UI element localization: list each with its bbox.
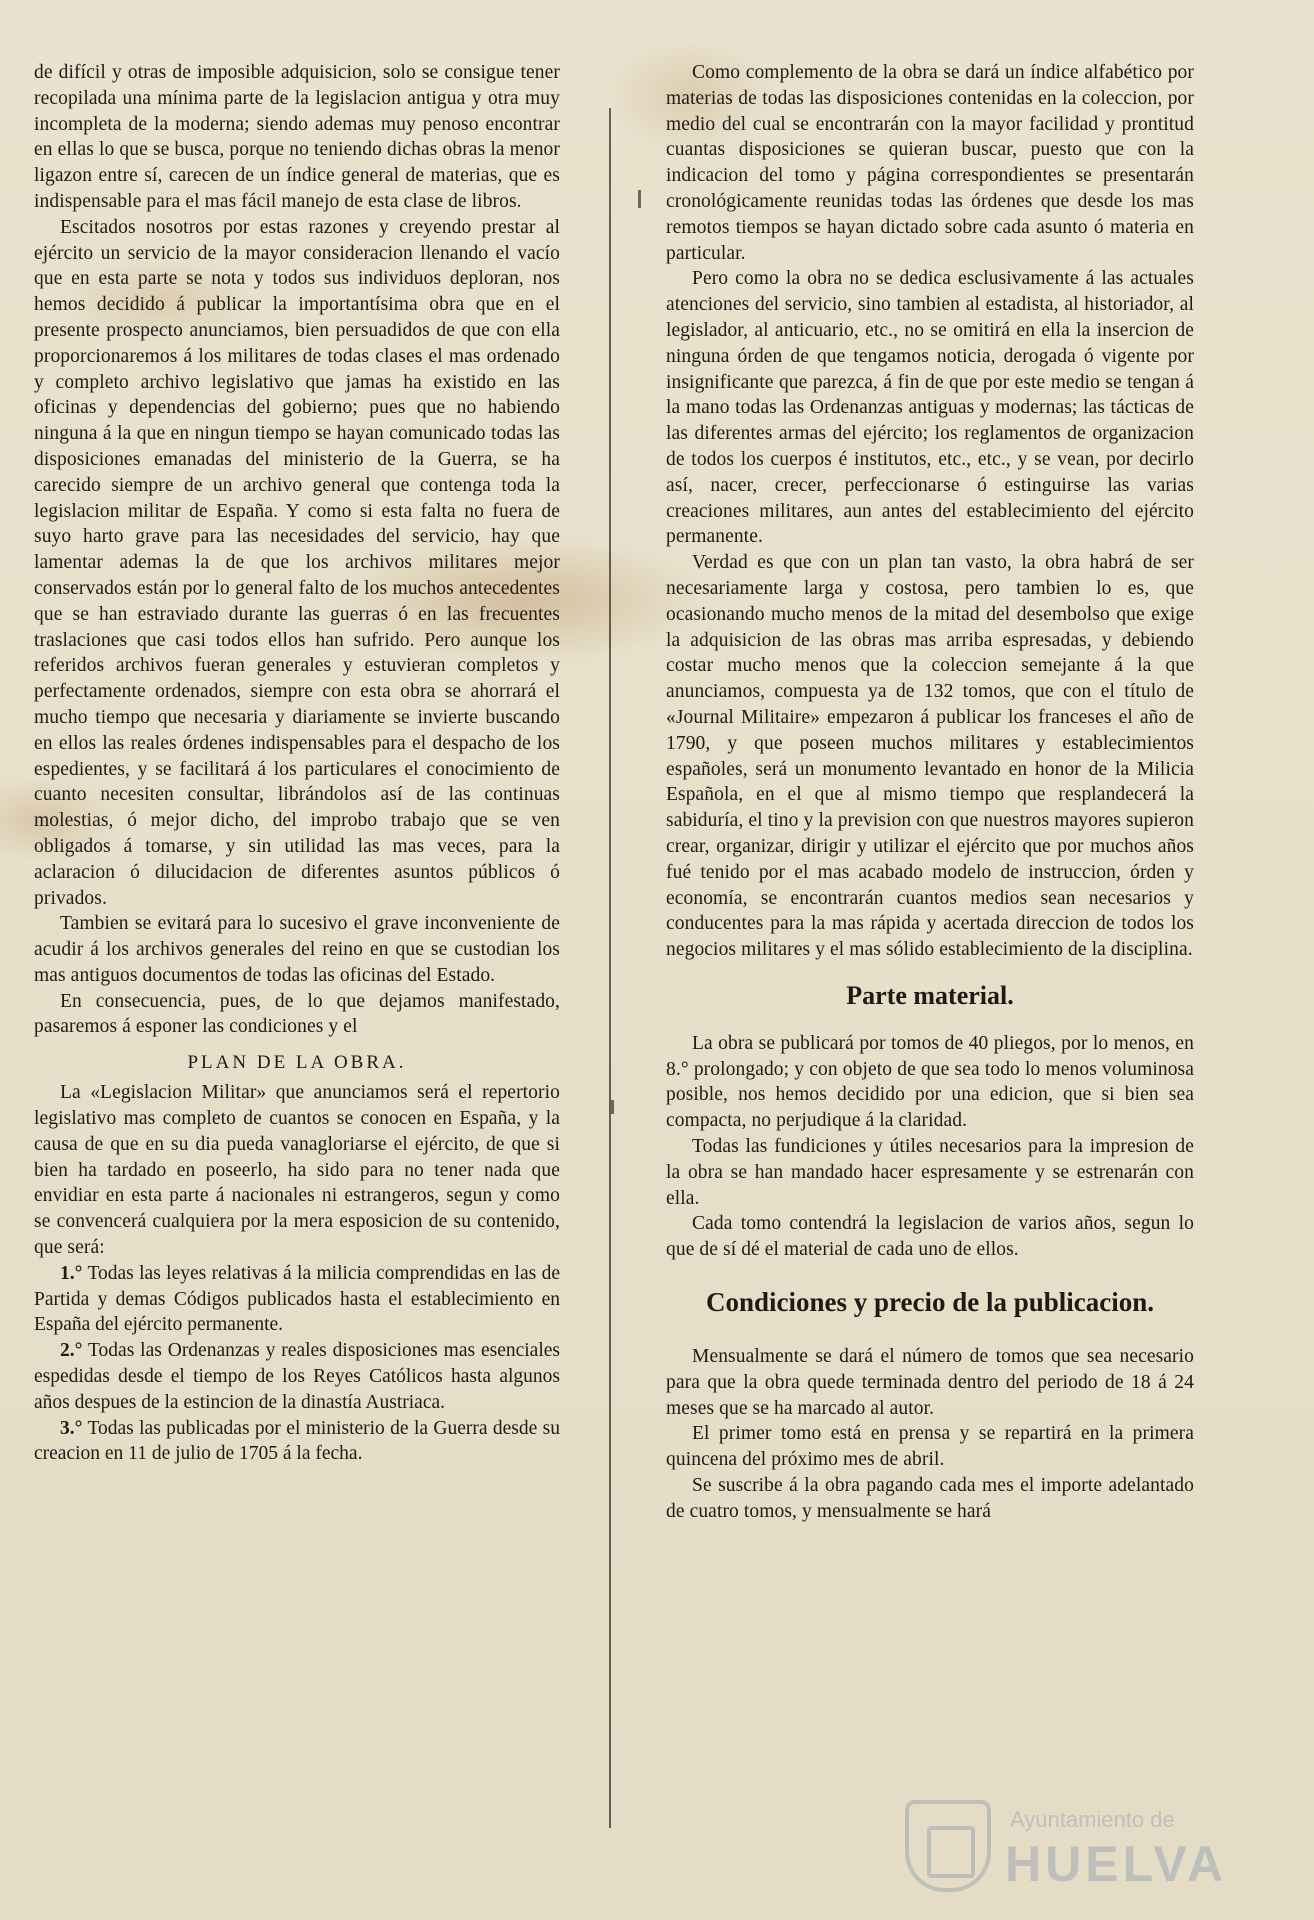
divider-tick-mark xyxy=(611,1100,614,1114)
material-paragraph-2: Todas las fundiciones y útiles necesarios para la impresion de la obra se han mandado hacer espresamente y se estrenarán con ella. xyxy=(666,1136,1194,1209)
conditions-paragraph-1: Mensualmente se dará el número de tomos que sea necesario para que la obra quede terminada dentro del periodo de 18 á 24 meses que se ha marcado al autor. xyxy=(666,1346,1194,1419)
plan-item-number: 2.° xyxy=(60,1340,83,1362)
plan-intro: La «Legislacion Militar» que anunciamos será el repertorio legislativo mas completo de cuantos se conocen en España, y la causa de que en su dia pueda vanagloriarse el ejército, de que si bien ha tardado en poseerlo, ha sido para no tener nada que envidiar en esta parte á nacionales ni estrangeros, segun y como se convencerá cualquiera por la mera esposicion de su contenido, que será: xyxy=(34,1082,560,1259)
column-divider xyxy=(609,108,611,1828)
plan-item-1 xyxy=(34,1261,560,1338)
left-paragraph-3: Tambien se evitará para lo sucesivo el grave inconveniente de acudir á los archivos generales del reino en que se custodian los mas antiguos documentos de todas las oficinas del Estado. xyxy=(34,913,560,986)
plan-item-text: Todas las publicadas por el ministerio de la Guerra desde su creacion en 11 de julio de 1705 á la fecha. xyxy=(34,1417,560,1465)
right-column xyxy=(666,60,1194,1900)
plan-item-text: Todas las Ordenanzas y reales disposiciones mas esenciales espedidas desde el tiempo de los Reyes Católicos hasta algunos años despues de la estincion de la dinastía Austriaca. xyxy=(34,1340,560,1413)
city-shield-icon xyxy=(905,1800,991,1892)
plan-item-3 xyxy=(34,1416,560,1468)
conditions-heading: Condiciones y precio de la publicacion. xyxy=(705,1287,1155,1318)
conditions-paragraph-3: Se suscribe á la obra pagando cada mes el importe adelantado de cuatro tomos, y mensualmente se hará xyxy=(666,1475,1194,1522)
plan-item-2 xyxy=(34,1338,560,1415)
right-paragraph-2: Pero como la obra no se dedica esclusivamente á las actuales atenciones del servicio, sino tambien al estadista, al historiador, al legislador, al anticuario, etc., no se omitirá en ella la insercion de ninguna órden de que tengamos noticia, derogada ó vigente por insignificante que parezca, á fin de que por este medio se tengan á la mano todas las Ordenanzas antiguas y modernas; las tácticas de las diferentes armas del ejército; los reglamentos de organizacion de todos los cuerpos é institutos, etc., etc., y se vean, por decirlo así, nacer, crecer, perfeccionarse ó estinguirse las varias creaciones militares, aun antes del establecimiento del ejército permanente. xyxy=(666,268,1194,548)
plan-item-number: 1.° xyxy=(60,1262,83,1284)
material-heading: Parte material. xyxy=(846,980,1014,1010)
left-paragraph-1: de difícil y otras de imposible adquisicion, solo se consigue tener recopilada una mínima parte de la legislacion antigua y otra muy incompleta de la moderna; siendo ademas muy penoso encontrar en ellas lo que se busca, porque no teniendo dichas obras la menor ligazon entre sí, carecen de un índice general de materias, que es indispensable para el mas fácil manejo de esta clase de libros. xyxy=(34,62,560,212)
material-paragraph-1: La obra se publicará por tomos de 40 pliegos, por lo menos, en 8.° prolongado; y con objeto de que sea todo lo menos voluminosa posible, nos hemos decidido por una edicion, que si bien sea compacta, no perjudique á la claridad. xyxy=(666,1032,1194,1132)
left-paragraph-2: Escitados nosotros por estas razones y creyendo prestar al ejército un servicio de la mayor consideracion llenando el vacío que en esta parte se nota y todos sus individuos deploran, nos hemos decidido á publicar la importantísima obra que en el presente prospecto anunciamos, bien persuadidos de que con ella proporcionaremos á los militares de todas clases el mas ordenado y completo archivo legislativo que jamas ha existido en las oficinas y dependencias del gobierno; pues que no habiendo ninguna á la que en ningun tiempo se hayan comunicado todas las disposiciones emanadas del ministerio de la Guerra, se ha carecido siempre de un archivo general que contenga toda la legislacion militar de España. Y como si esta falta no fuera de suyo harto grave para las necesidades del servicio, hay que lamentar ademas la de que los archivos militares mejor conservados están por lo general falto de los muchos antecedentes que se han estraviado durante las guerras ó en las frecuentes traslaciones que casi todos ellos han sufrido. Pero aunque los referidos archivos fueran generales y estuvieran completos y perfectamente ordenados, siempre con esta obra se ahorrará el mucho tiempo que necesaria y diariamente se invierte buscando en ellos las reales órdenes indispensables para el despacho de los espedientes, y se facilitará á los particulares el conocimiento de cuanto necesiten consultar, librándolos así de las continuas molestias, ó mejor dicho, del improbo trabajo que se ven obligados á tomarse, y sin utilidad las mas veces, para la aclaracion ó dilucidacion de diferentes asuntos públicos ó privados. xyxy=(34,216,560,909)
plan-item-number: 3.° xyxy=(60,1417,83,1439)
left-column xyxy=(34,60,560,1900)
watermark-big-text: HUELVA xyxy=(1005,1836,1228,1892)
left-paragraph-4: En consecuencia, pues, de lo que dejamos manifestado, pasaremos á esponer las condiciones y el xyxy=(34,990,560,1038)
right-paragraph-3: Verdad es que con un plan tan vasto, la obra habrá de ser necesariamente larga y costosa, pero tambien lo es, que ocasionando mucho menos de la mitad del desembolso que exige la adquisicion de las obras mas arriba espresadas, y debiendo costar mucho menos que la coleccion semejante á la que anunciamos, compuesta ya de 132 tomos, que con el título de «Journal Militaire» empezaron á publicar los franceses el año de 1790, y que poseen muchos militares y establecimientos españoles, será un monumento levantado en honor de la Milicia Española, en el que al mismo tiempo que resplandecerá la sabiduría, el tino y la prevision con que nuestros mayores supieron crear, organizar, dirigir y utilizar el ejército que por muchos años fué tenido por el mas acabado modelo de instruccion, órden y economía, se encontrarán cuantos medios sean necesarios y conducentes para la mas rápida y acertada direccion de todos los negocios militares y el mas sólido establecimiento de la disciplina. xyxy=(666,552,1194,961)
divider-tick-mark xyxy=(638,190,641,208)
plan-heading: PLAN DE LA OBRA. xyxy=(187,1052,407,1074)
conditions-paragraph-2: El primer tomo está en prensa y se repartirá en la primera quincena del próximo mes de abril. xyxy=(666,1423,1194,1471)
material-paragraph-3: Cada tomo contendrá la legislacion de varios años, segun lo que de sí dé el material de cada uno de ellos. xyxy=(666,1213,1194,1261)
archive-watermark xyxy=(905,1795,1235,1895)
watermark-small-text: Ayuntamiento de xyxy=(1010,1807,1175,1832)
plan-item-text: Todas las leyes relativas á la milicia comprendidas en las de Partida y demas Códigos publicados hasta el establecimiento en España del ejército permanente. xyxy=(34,1262,560,1336)
right-paragraph-1: Como complemento de la obra se dará un índice alfabético por materias de todas las disposiciones contenidas en la coleccion, por medio del cual se encontrarán con la mayor facilidad y prontitud cuantas disposiciones se quieran buscar, puesto que con la indicacion del tomo y página correspondientes se presentarán cronológicamente reunidas todas las órdenes que desde los mas remotos tiempos se hayan dictado sobre cada asunto ó materia en particular. xyxy=(666,62,1194,264)
